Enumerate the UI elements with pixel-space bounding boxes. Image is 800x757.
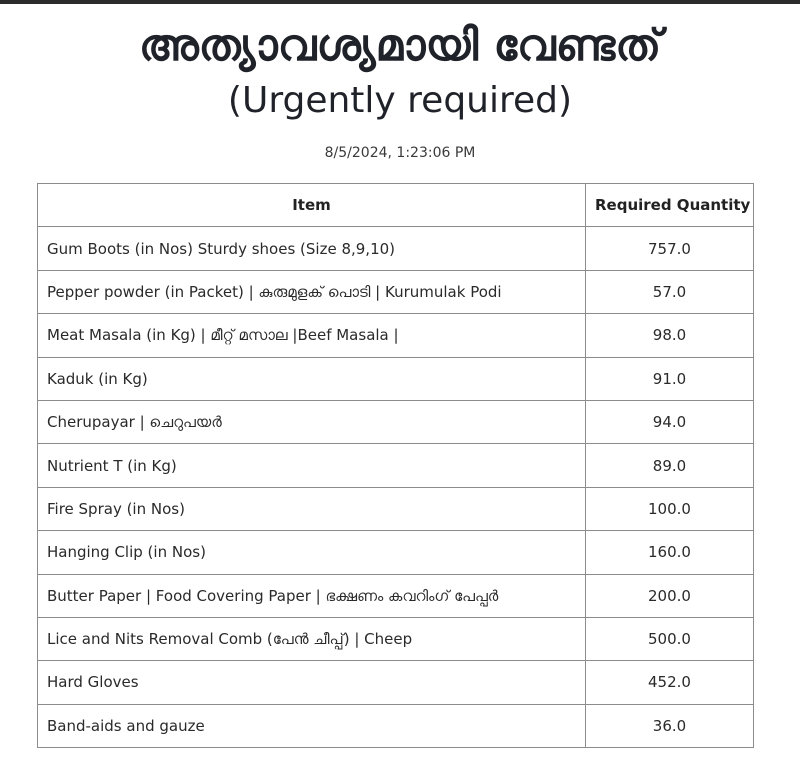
table-row bbox=[38, 661, 754, 704]
table-row bbox=[38, 357, 754, 400]
item-name-cell: Fire Spray (in Nos) bbox=[38, 487, 586, 530]
required-quantity-cell: 98.0 bbox=[586, 314, 754, 357]
table-row bbox=[38, 617, 754, 660]
item-name-cell: Hard Gloves bbox=[38, 661, 586, 704]
last-updated-timestamp: 8/5/2024, 1:23:06 PM bbox=[324, 145, 476, 161]
column-header-required-quantity: Required Quantity bbox=[586, 184, 754, 227]
required-quantity-cell: 100.0 bbox=[586, 487, 754, 530]
table-row bbox=[38, 400, 754, 443]
required-quantity-cell: 500.0 bbox=[586, 617, 754, 660]
required-quantity-cell: 757.0 bbox=[586, 227, 754, 270]
top-border-bar bbox=[0, 0, 800, 4]
required-quantity-cell: 452.0 bbox=[586, 661, 754, 704]
page-title-malayalam: അത്യാവശ്യമായി വേണ്ടത് bbox=[138, 20, 662, 71]
item-name-cell: Band-aids and gauze bbox=[38, 704, 586, 747]
table-row bbox=[38, 270, 754, 313]
required-quantity-cell: 94.0 bbox=[586, 400, 754, 443]
table-row bbox=[38, 227, 754, 270]
table-row bbox=[38, 574, 754, 617]
table-row bbox=[38, 314, 754, 357]
item-name-cell: Butter Paper | Food Covering Paper | ഭക്ഷണം കവറിംഗ് പേപ്പർ bbox=[38, 574, 586, 617]
required-quantity-cell: 160.0 bbox=[586, 531, 754, 574]
required-quantity-cell: 36.0 bbox=[586, 704, 754, 747]
item-name-cell: Gum Boots (in Nos) Sturdy shoes (Size 8,9,10) bbox=[38, 227, 586, 270]
column-header-item: Item bbox=[38, 184, 586, 227]
item-name-cell: Lice and Nits Removal Comb (പേൻ ചീപ്പ്) | Cheep bbox=[38, 617, 586, 660]
table-header-row bbox=[38, 184, 754, 227]
required-quantity-cell: 91.0 bbox=[586, 357, 754, 400]
item-name-cell: Pepper powder (in Packet) | കുരുമുളക് പൊടി | Kurumulak Podi bbox=[38, 270, 586, 313]
table-row bbox=[38, 531, 754, 574]
table-row bbox=[38, 704, 754, 747]
item-name-cell: Nutrient T (in Kg) bbox=[38, 444, 586, 487]
item-name-cell: Cherupayar | ചെറുപയർ bbox=[38, 400, 586, 443]
page-title-english: (Urgently required) bbox=[227, 80, 573, 121]
required-quantity-cell: 89.0 bbox=[586, 444, 754, 487]
item-name-cell: Meat Masala (in Kg) | മീറ്റ് മസാല |Beef Masala | bbox=[38, 314, 586, 357]
required-items-table bbox=[37, 183, 754, 748]
item-name-cell: Kaduk (in Kg) bbox=[38, 357, 586, 400]
item-name-cell: Hanging Clip (in Nos) bbox=[38, 531, 586, 574]
required-quantity-cell: 57.0 bbox=[586, 270, 754, 313]
table-row bbox=[38, 487, 754, 530]
table-row bbox=[38, 444, 754, 487]
required-quantity-cell: 200.0 bbox=[586, 574, 754, 617]
